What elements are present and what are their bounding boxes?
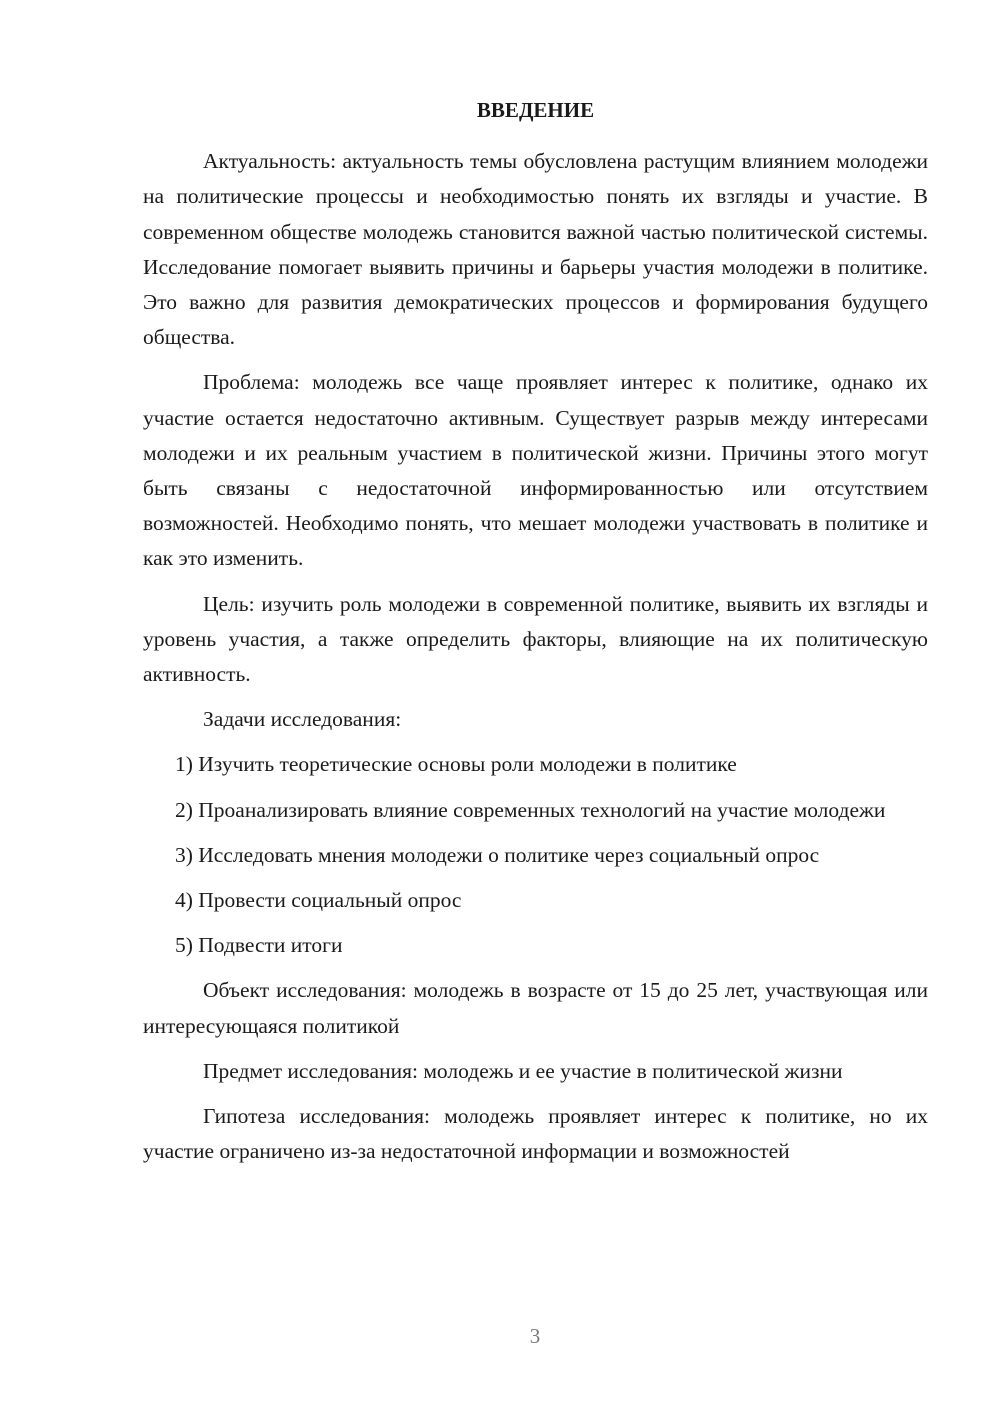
task-item-5: 5) Подвести итоги: [175, 933, 343, 958]
task-item-4: 4) Провести социальный опрос: [175, 888, 462, 913]
goal-paragraph: Цель: изучить роль молодежи в современной политике, выявить их взгляды и уровень участия, а также определить факторы, влияющие на их политическую активность.: [143, 591, 928, 687]
document-page: [143, 93, 928, 1179]
subject-paragraph: Предмет исследования: молодежь и ее участие в политической жизни: [203, 1058, 843, 1083]
task-item-2: 2) Проанализировать влияние современных технологий на участие молодежи: [175, 797, 886, 822]
page-number: 3: [529, 1324, 541, 1348]
object-paragraph: Объект исследования: молодежь в возрасте от 15 до 25 лет, участвующая или интересующаяся политикой: [143, 978, 928, 1038]
task-item-3: 3) Исследовать мнения молодежи о политике через социальный опрос: [175, 842, 820, 867]
problem-paragraph: Проблема: молодежь все чаще проявляет интерес к политике, однако их участие остается недостаточно активным. Существует разрыв между интересами молодежи и их реальным участием в политической жизни. Причины этого могут быть связаны с недостаточной информированностью или отсутствием возможностей. Необходимо понять, что мешает молодежи участвовать в политике и как это изменить.: [143, 370, 928, 571]
section-heading: ВВЕДЕНИЕ: [476, 98, 595, 122]
tasks-title: Задачи исследования:: [203, 707, 402, 732]
task-item-1: 1) Изучить теоретические основы роли молодежи в политике: [175, 752, 737, 777]
relevance-paragraph: Актуальность: актуальность темы обусловлена растущим влиянием молодежи на политические процессы и необходимостью понять их взгляды и участие. В современном обществе молодежь становится важной частью политической системы. Исследование помогает выявить причины и барьеры участия молодежи в политике. Это важно для развития демократических процессов и формирования будущего общества.: [143, 149, 928, 350]
hypothesis-paragraph: Гипотеза исследования: молодежь проявляет интерес к политике, но их участие ограничено из-за недостаточной информации и возможностей: [143, 1104, 928, 1164]
